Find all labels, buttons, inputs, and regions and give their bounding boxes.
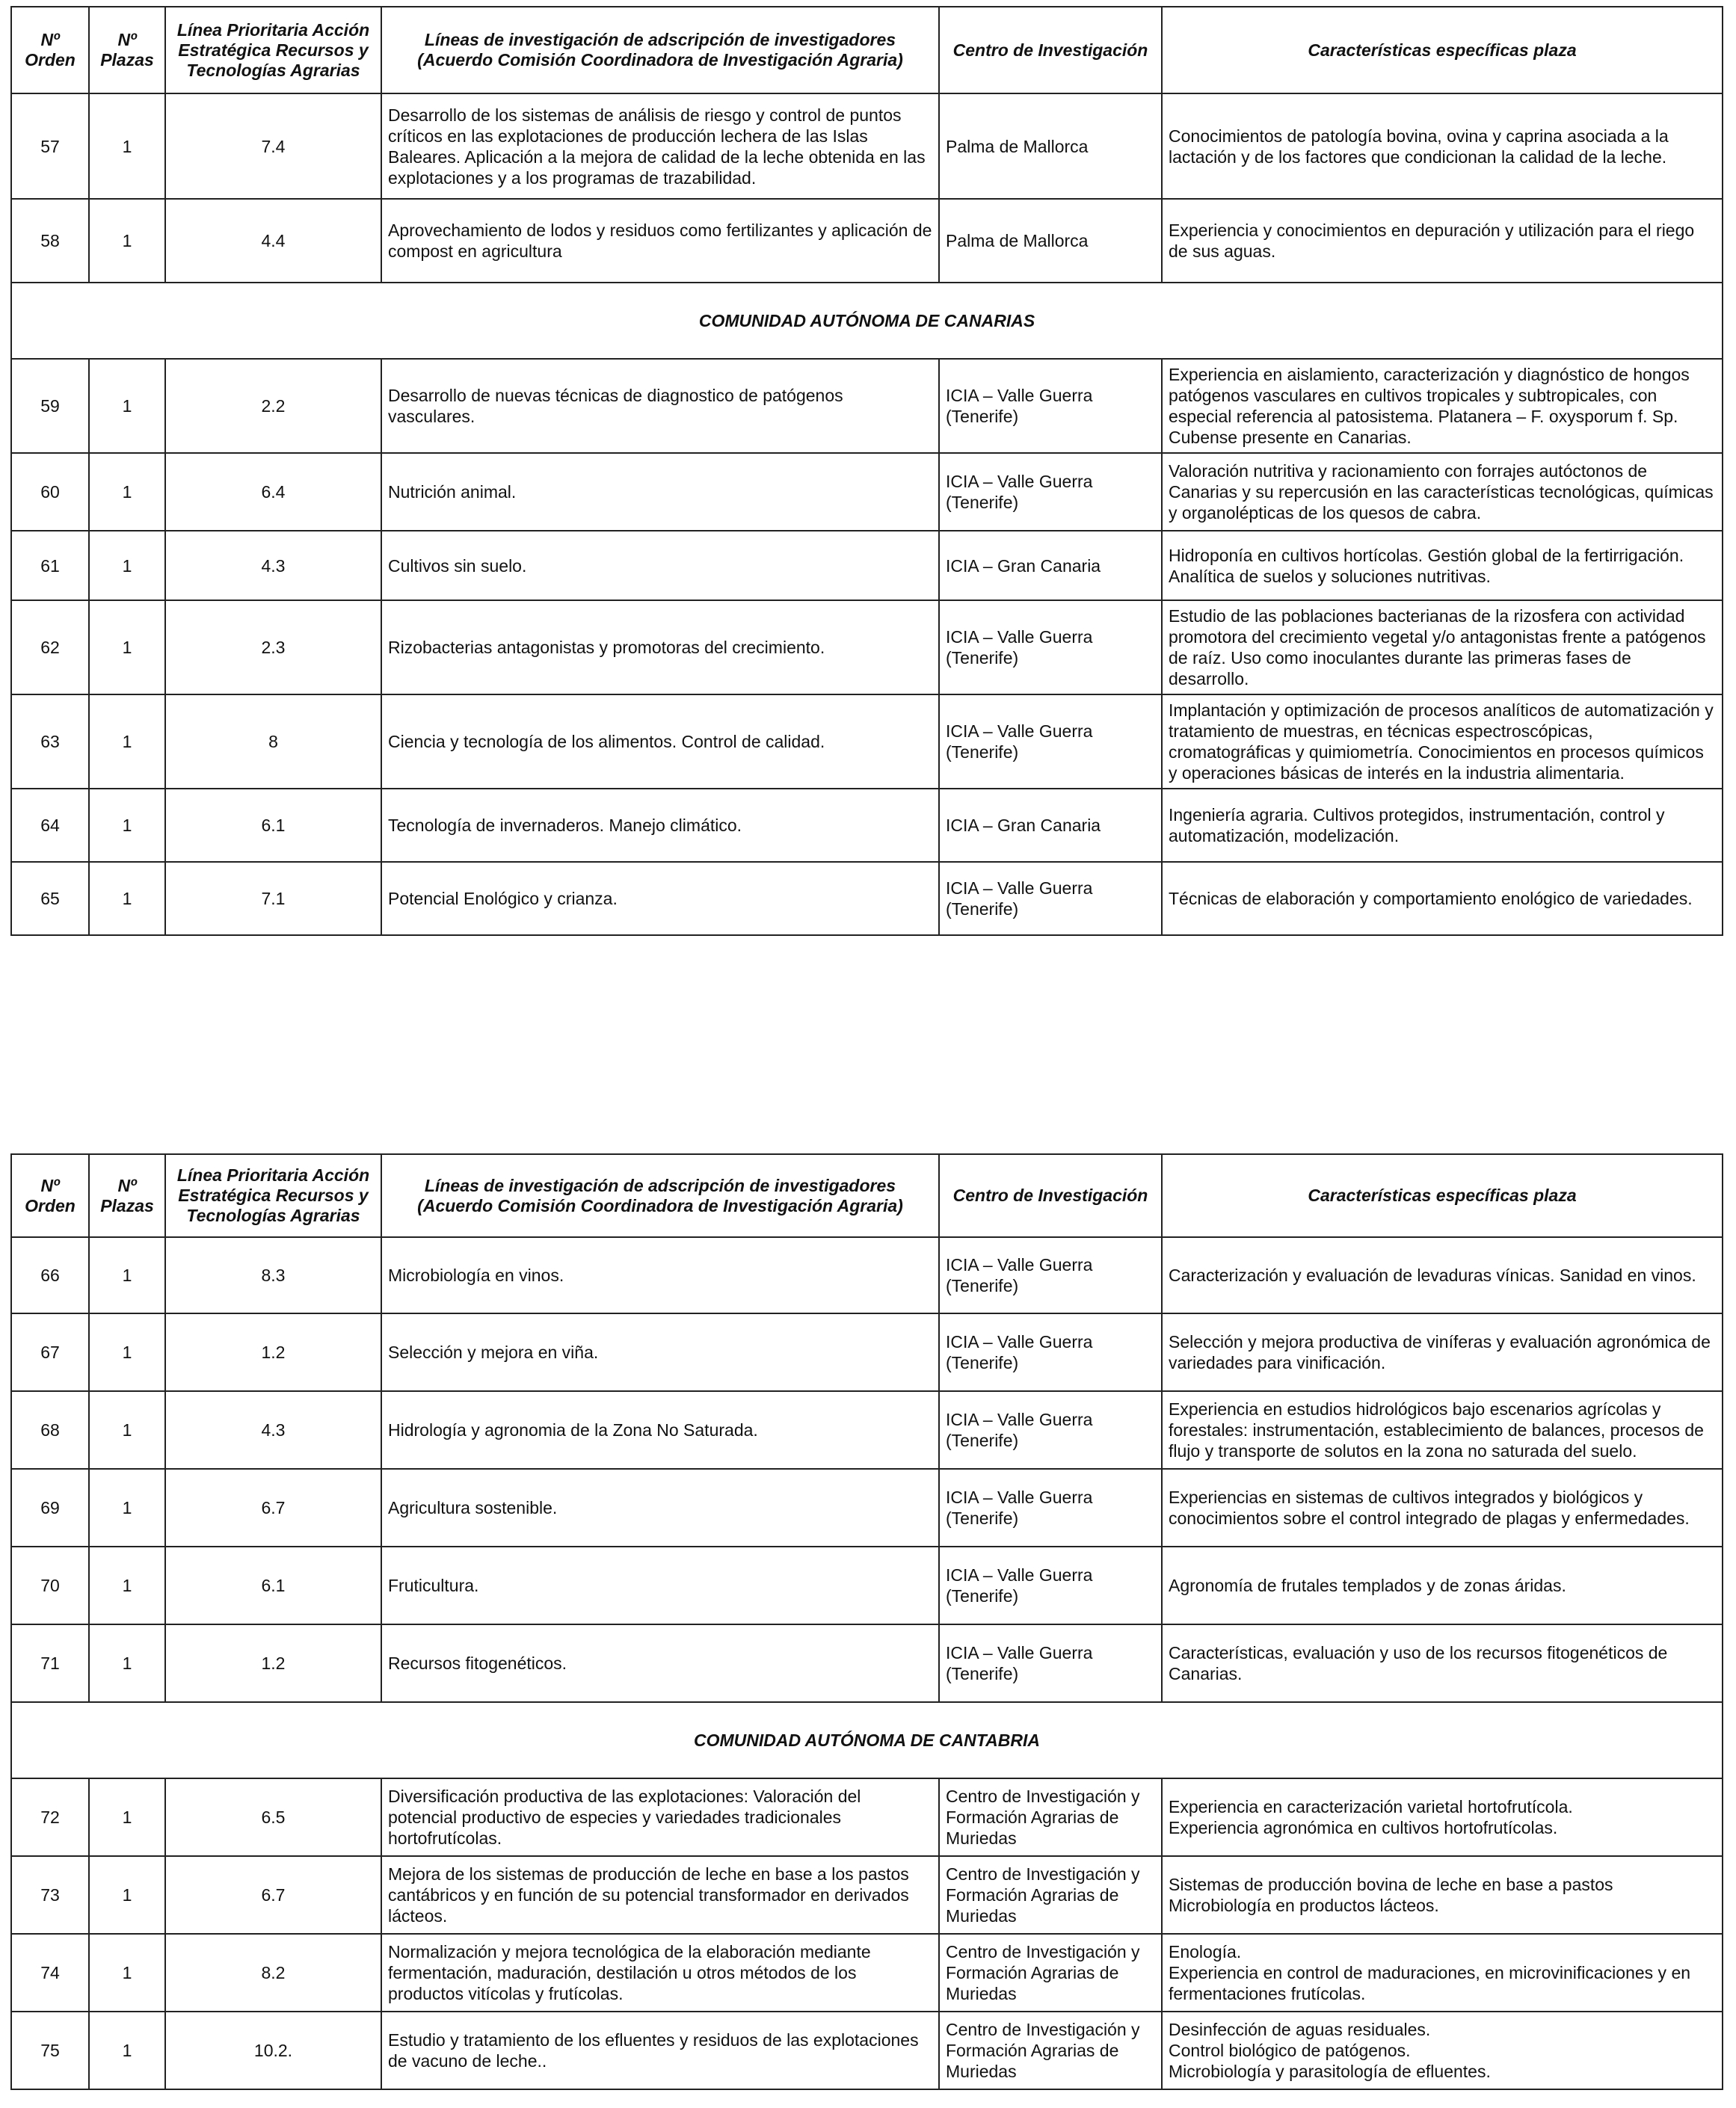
table-row — [11, 453, 1723, 531]
header-row — [11, 1154, 1723, 1237]
cell-lineas-investigacion: Normalización y mejora tecnológica de la elaboración mediante fermentación, maduración, destilación u otros métodos de los productos vitícolas y frutícolas. — [381, 1934, 939, 2012]
header-centro: Centro de Investigación — [939, 7, 1162, 93]
header-linea-prioritaria: Línea Prioritaria Acción Estratégica Recursos y Tecnologías Agrarias — [165, 1154, 381, 1237]
cell-plazas: 1 — [89, 789, 165, 862]
cell-orden: 70 — [11, 1547, 89, 1624]
cell-linea-prioritaria: 8.3 — [165, 1237, 381, 1313]
cell-orden: 64 — [11, 789, 89, 862]
cell-orden: 71 — [11, 1624, 89, 1702]
cell-orden: 69 — [11, 1469, 89, 1547]
cell-plazas: 1 — [89, 600, 165, 694]
header-row — [11, 7, 1723, 93]
cell-centro: ICIA – Valle Guerra (Tenerife) — [939, 1624, 1162, 1702]
cell-orden: 66 — [11, 1237, 89, 1313]
table-row — [11, 1469, 1723, 1547]
cell-orden: 61 — [11, 531, 89, 600]
cell-plazas: 1 — [89, 1778, 165, 1856]
cell-lineas-investigacion: Estudio y tratamiento de los efluentes y residuos de las explotaciones de vacuno de leche.. — [381, 2012, 939, 2089]
cell-caracteristicas: Conocimientos de patología bovina, ovina y caprina asociada a la lactación y de los factores que condicionan la calidad de la leche. — [1162, 93, 1723, 199]
cell-orden: 68 — [11, 1391, 89, 1469]
table-row — [11, 359, 1723, 453]
table-row — [11, 1237, 1723, 1313]
header-lineas-investigacion: Líneas de investigación de adscripción de investigadores (Acuerdo Comisión Coordinadora de Investigación Agraria) — [381, 1154, 939, 1237]
cell-orden: 74 — [11, 1934, 89, 2012]
cell-linea-prioritaria: 4.4 — [165, 199, 381, 283]
region-title: COMUNIDAD AUTÓNOMA DE CANTABRIA — [11, 1702, 1723, 1778]
cell-plazas: 1 — [89, 1856, 165, 1934]
cell-caracteristicas: Desinfección de aguas residuales. Control biológico de patógenos. Microbiología y parasitología de efluentes. — [1162, 2012, 1723, 2089]
cell-centro: ICIA – Valle Guerra (Tenerife) — [939, 600, 1162, 694]
cell-caracteristicas: Experiencia en estudios hidrológicos bajo escenarios agrícolas y forestales: instrumentación, establecimiento de balances, procesos de flujo y transporte de solutos en la zona no saturada del suelo. — [1162, 1391, 1723, 1469]
cell-centro: ICIA – Valle Guerra (Tenerife) — [939, 694, 1162, 789]
cell-orden: 62 — [11, 600, 89, 694]
cell-linea-prioritaria: 6.1 — [165, 789, 381, 862]
table-canarias — [10, 6, 1723, 936]
cell-linea-prioritaria: 6.7 — [165, 1469, 381, 1547]
cell-lineas-investigacion: Rizobacterias antagonistas y promotoras del crecimiento. — [381, 600, 939, 694]
table-row — [11, 600, 1723, 694]
cell-caracteristicas: Enología. Experiencia en control de maduraciones, en microvinificaciones y en fermentaciones frutícolas. — [1162, 1934, 1723, 2012]
cell-lineas-investigacion: Hidrología y agronomia de la Zona No Saturada. — [381, 1391, 939, 1469]
table-canarias-cantabria — [10, 1153, 1723, 2090]
table-row — [11, 1547, 1723, 1624]
cell-orden: 72 — [11, 1778, 89, 1856]
cell-lineas-investigacion: Tecnología de invernaderos. Manejo climático. — [381, 789, 939, 862]
cell-plazas: 1 — [89, 1237, 165, 1313]
table-row — [11, 1624, 1723, 1702]
cell-lineas-investigacion: Fruticultura. — [381, 1547, 939, 1624]
cell-plazas: 1 — [89, 93, 165, 199]
table-row — [11, 694, 1723, 789]
table-row — [11, 2012, 1723, 2089]
cell-lineas-investigacion: Diversificación productiva de las explotaciones: Valoración del potencial productivo de especies y variedades tradicionales hortofrutícolas. — [381, 1778, 939, 1856]
cell-lineas-investigacion: Aprovechamiento de lodos y residuos como fertilizantes y aplicación de compost en agricultura — [381, 199, 939, 283]
cell-centro: ICIA – Valle Guerra (Tenerife) — [939, 453, 1162, 531]
cell-orden: 57 — [11, 93, 89, 199]
cell-plazas: 1 — [89, 1934, 165, 2012]
table-row — [11, 531, 1723, 600]
header-lineas-investigacion: Líneas de investigación de adscripción de investigadores (Acuerdo Comisión Coordinadora de Investigación Agraria) — [381, 7, 939, 93]
header-plazas: Nº Plazas — [89, 7, 165, 93]
header-orden: Nº Orden — [11, 1154, 89, 1237]
cell-caracteristicas: Hidroponía en cultivos hortícolas. Gestión global de la fertirrigación. Analítica de suelos y soluciones nutritivas. — [1162, 531, 1723, 600]
cell-lineas-investigacion: Ciencia y tecnología de los alimentos. Control de calidad. — [381, 694, 939, 789]
cell-caracteristicas: Experiencia en caracterización varietal hortofrutícola. Experiencia agronómica en cultivos hortofrutícolas. — [1162, 1778, 1723, 1856]
cell-linea-prioritaria: 8 — [165, 694, 381, 789]
cell-centro: ICIA – Valle Guerra (Tenerife) — [939, 1391, 1162, 1469]
cell-linea-prioritaria: 2.2 — [165, 359, 381, 453]
table-row — [11, 93, 1723, 199]
cell-caracteristicas: Valoración nutritiva y racionamiento con forrajes autóctonos de Canarias y su repercusión en las características tecnológicas, químicas y organolépticas de los quesos de cabra. — [1162, 453, 1723, 531]
cell-centro: ICIA – Valle Guerra (Tenerife) — [939, 1237, 1162, 1313]
cell-caracteristicas: Caracterización y evaluación de levaduras vínicas. Sanidad en vinos. — [1162, 1237, 1723, 1313]
cell-orden: 75 — [11, 2012, 89, 2089]
cell-linea-prioritaria: 1.2 — [165, 1313, 381, 1391]
cell-caracteristicas: Experiencias en sistemas de cultivos integrados y biológicos y conocimientos sobre el control integrado de plagas y enfermedades. — [1162, 1469, 1723, 1547]
header-caracteristicas: Características específicas plaza — [1162, 1154, 1723, 1237]
cell-centro: Centro de Investigación y Formación Agrarias de Muriedas — [939, 1934, 1162, 2012]
cell-centro: ICIA – Valle Guerra (Tenerife) — [939, 359, 1162, 453]
cell-lineas-investigacion: Recursos fitogenéticos. — [381, 1624, 939, 1702]
cell-caracteristicas: Estudio de las poblaciones bacterianas de la rizosfera con actividad promotora del crecimiento vegetal y/o antagonistas frente a patógenos de raíz. Uso como inoculantes durante las primeras fases de desarrollo. — [1162, 600, 1723, 694]
cell-plazas: 1 — [89, 2012, 165, 2089]
cell-orden: 63 — [11, 694, 89, 789]
table2-body-b — [11, 1778, 1723, 2089]
cell-caracteristicas: Agronomía de frutales templados y de zonas áridas. — [1162, 1547, 1723, 1624]
cell-orden: 67 — [11, 1313, 89, 1391]
cell-centro: ICIA – Valle Guerra (Tenerife) — [939, 862, 1162, 935]
cell-plazas: 1 — [89, 694, 165, 789]
cell-linea-prioritaria: 6.7 — [165, 1856, 381, 1934]
table-row — [11, 1934, 1723, 2012]
table1-body-a — [11, 93, 1723, 283]
cell-linea-prioritaria: 2.3 — [165, 600, 381, 694]
cell-caracteristicas: Características, evaluación y uso de los recursos fitogenéticos de Canarias. — [1162, 1624, 1723, 1702]
cell-linea-prioritaria: 8.2 — [165, 1934, 381, 2012]
header-linea-prioritaria: Línea Prioritaria Acción Estratégica Recursos y Tecnologías Agrarias — [165, 7, 381, 93]
cell-linea-prioritaria: 7.4 — [165, 93, 381, 199]
cell-centro: Centro de Investigación y Formación Agrarias de Muriedas — [939, 1778, 1162, 1856]
cell-centro: Centro de Investigación y Formación Agrarias de Muriedas — [939, 2012, 1162, 2089]
cell-caracteristicas: Técnicas de elaboración y comportamiento enológico de variedades. — [1162, 862, 1723, 935]
cell-lineas-investigacion: Microbiología en vinos. — [381, 1237, 939, 1313]
cell-centro: ICIA – Gran Canaria — [939, 531, 1162, 600]
cell-linea-prioritaria: 10.2. — [165, 2012, 381, 2089]
cell-linea-prioritaria: 4.3 — [165, 1391, 381, 1469]
cell-centro: ICIA – Valle Guerra (Tenerife) — [939, 1313, 1162, 1391]
cell-orden: 73 — [11, 1856, 89, 1934]
cell-caracteristicas: Implantación y optimización de procesos analíticos de automatización y tratamiento de muestras, en técnicas espectroscópicas, cromatográficas y quimiometría. Conocimientos en procesos químicos y operaciones básicas de interés en la industria alimentaria. — [1162, 694, 1723, 789]
header-caracteristicas: Características específicas plaza — [1162, 7, 1723, 93]
cell-lineas-investigacion: Cultivos sin suelo. — [381, 531, 939, 600]
region-title: COMUNIDAD AUTÓNOMA DE CANARIAS — [11, 283, 1723, 359]
cell-orden: 65 — [11, 862, 89, 935]
table-row — [11, 1391, 1723, 1469]
cell-plazas: 1 — [89, 1391, 165, 1469]
header-orden: Nº Orden — [11, 7, 89, 93]
header-centro: Centro de Investigación — [939, 1154, 1162, 1237]
table-row — [11, 862, 1723, 935]
table-row — [11, 789, 1723, 862]
cell-lineas-investigacion: Mejora de los sistemas de producción de leche en base a los pastos cantábricos y en función de su potencial transformador en derivados lácteos. — [381, 1856, 939, 1934]
cell-centro: ICIA – Valle Guerra (Tenerife) — [939, 1547, 1162, 1624]
region-row — [11, 283, 1723, 359]
cell-plazas: 1 — [89, 862, 165, 935]
cell-centro: Palma de Mallorca — [939, 199, 1162, 283]
cell-plazas: 1 — [89, 359, 165, 453]
cell-lineas-investigacion: Desarrollo de nuevas técnicas de diagnostico de patógenos vasculares. — [381, 359, 939, 453]
table2-body-a — [11, 1237, 1723, 1702]
cell-linea-prioritaria: 6.1 — [165, 1547, 381, 1624]
cell-linea-prioritaria: 6.5 — [165, 1778, 381, 1856]
table-row — [11, 1313, 1723, 1391]
cell-lineas-investigacion: Nutrición animal. — [381, 453, 939, 531]
cell-centro: Centro de Investigación y Formación Agrarias de Muriedas — [939, 1856, 1162, 1934]
cell-linea-prioritaria: 6.4 — [165, 453, 381, 531]
cell-lineas-investigacion: Agricultura sostenible. — [381, 1469, 939, 1547]
cell-plazas: 1 — [89, 1313, 165, 1391]
region-row — [11, 1702, 1723, 1778]
cell-lineas-investigacion: Selección y mejora en viña. — [381, 1313, 939, 1391]
cell-orden: 58 — [11, 199, 89, 283]
cell-linea-prioritaria: 1.2 — [165, 1624, 381, 1702]
cell-caracteristicas: Ingeniería agraria. Cultivos protegidos, instrumentación, control y automatización, modelización. — [1162, 789, 1723, 862]
cell-orden: 60 — [11, 453, 89, 531]
cell-plazas: 1 — [89, 1469, 165, 1547]
table-row — [11, 1778, 1723, 1856]
cell-centro: Palma de Mallorca — [939, 93, 1162, 199]
header-plazas: Nº Plazas — [89, 1154, 165, 1237]
cell-plazas: 1 — [89, 1547, 165, 1624]
cell-plazas: 1 — [89, 453, 165, 531]
cell-caracteristicas: Experiencia y conocimientos en depuración y utilización para el riego de sus aguas. — [1162, 199, 1723, 283]
table1-body-b — [11, 359, 1723, 935]
cell-centro: ICIA – Valle Guerra (Tenerife) — [939, 1469, 1162, 1547]
cell-plazas: 1 — [89, 531, 165, 600]
cell-lineas-investigacion: Desarrollo de los sistemas de análisis de riesgo y control de puntos críticos en las explotaciones de producción lechera de las Islas Baleares. Aplicación a la mejora de calidad de la leche obtenida en las explotaciones y a los programas de trazabilidad. — [381, 93, 939, 199]
cell-orden: 59 — [11, 359, 89, 453]
table-row — [11, 199, 1723, 283]
cell-caracteristicas: Sistemas de producción bovina de leche en base a pastos Microbiología en productos lácteos. — [1162, 1856, 1723, 1934]
cell-plazas: 1 — [89, 1624, 165, 1702]
cell-caracteristicas: Selección y mejora productiva de viníferas y evaluación agronómica de variedades para vinificación. — [1162, 1313, 1723, 1391]
cell-plazas: 1 — [89, 199, 165, 283]
table-row — [11, 1856, 1723, 1934]
cell-lineas-investigacion: Potencial Enológico y crianza. — [381, 862, 939, 935]
cell-caracteristicas: Experiencia en aislamiento, caracterización y diagnóstico de hongos patógenos vasculares en cultivos tropicales y subtropicales, con especial referencia al patosistema. Platanera – F. oxysporum f. Sp. Cubense presente en Canarias. — [1162, 359, 1723, 453]
cell-linea-prioritaria: 7.1 — [165, 862, 381, 935]
cell-linea-prioritaria: 4.3 — [165, 531, 381, 600]
cell-centro: ICIA – Gran Canaria — [939, 789, 1162, 862]
